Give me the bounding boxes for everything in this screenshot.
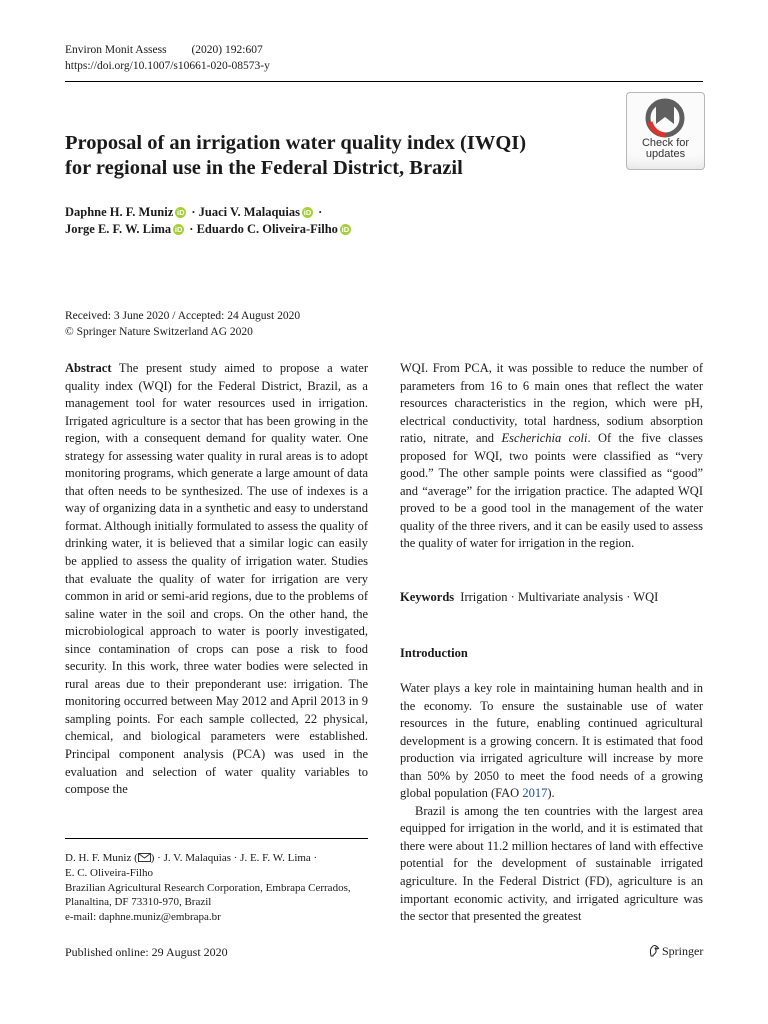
check-for-updates-badge[interactable]	[626, 92, 705, 170]
corresponding-email[interactable]: e-mail: daphne.muniz@embrapa.br	[65, 911, 221, 924]
header-divider	[65, 81, 703, 82]
author-name[interactable]: Eduardo C. Oliveira-Filho	[196, 222, 338, 236]
keywords-text: Irrigation · Multivariate analysis · WQI	[460, 590, 659, 604]
article-dates	[65, 308, 300, 340]
abstract-column-left	[65, 360, 368, 799]
footnote-authors-1	[65, 851, 375, 866]
author-name[interactable]: Jorge E. F. W. Lima	[65, 222, 172, 236]
publisher-name: Springer	[662, 944, 704, 958]
footnote-text: D. H. F. Muniz (	[65, 852, 138, 864]
article-title	[65, 131, 605, 181]
copyright: © Springer Nature Switzerland AG 2020	[65, 326, 253, 338]
publisher-logo	[648, 944, 703, 959]
keywords-label: Keywords	[400, 590, 455, 604]
envelope-icon	[138, 853, 151, 862]
author-separator: ·	[318, 205, 323, 219]
affiliation-line-2: Planaltina, DF 73310-970, Brazil	[65, 896, 212, 909]
footnote-divider	[65, 838, 368, 839]
title-line-2: for regional use in the Federal District, Brazil	[65, 157, 463, 179]
journal-name: Environ Monit Assess	[65, 44, 167, 56]
authors-line-2	[65, 219, 353, 239]
abstract-text-1: The present study aimed to propose a water quality index (WQI) for the Federal District, Brazil, as a management tool for water resources used in irrigation. Irrigated agriculture is a sector that has been growing in the region, with a consequent demand for quality water. One strategy for assessing water quality in rural areas is to adopt monitoring programs, which generate a large amount of data that often needs to be synthesized. The use of indexes is a way of organizing data in a synthetic and easy to understand format. Although initially formulated to assess the quality of drinking water, it is believed that a similar logic can easily be applied to assess the quality of irrigation water. Studies that evaluate the quality of water for irrigation are very common in arid or semi-arid regions, due to the problems of saline water in the soil and crops. On the other hand, the microbiological approach to water is poorly investigated, since contamination of crops can pose a risk to food security. In this work, three water bodies were selected in rural areas due to their preponderant use: irrigation. The monitoring occurred between May 2012 and April 2013 in 9 sampling points. For each sample collected, 22 physical, chemical, and biological parameters were established. Principal component analysis (PCA) was used in the evaluation and selection of water quality variables to compose the	[65, 361, 368, 797]
citation-link[interactable]: 2017	[522, 786, 548, 801]
species-name: Escherichia coli	[501, 431, 588, 446]
author-name[interactable]: Daphne H. F. Muniz	[65, 205, 174, 219]
abstract-text-2b: . Of the five classes proposed for WQI, two points were classified as “very good.” The other sample points were classified as “good” and “average” for the irrigation practice. The adapted WQI proved to be a good tool in the management of the water quality of the three rivers, and it can be easily used to assess the quality of water for irrigation in the region.	[400, 431, 704, 551]
author-name[interactable]: Juaci V. Malaquias	[198, 205, 300, 219]
abstract-column-right	[400, 360, 703, 553]
doi-link[interactable]: https://doi.org/10.1007/s10661-020-08573-y	[65, 60, 270, 72]
springer-horse-icon	[648, 944, 660, 957]
bookmark-circle-icon	[642, 98, 688, 138]
author-separator: ·	[189, 222, 194, 236]
badge-line1: Check for	[641, 137, 690, 149]
badge-line2: updates	[645, 148, 686, 160]
orcid-icon[interactable]: iD	[174, 224, 183, 234]
title-line-1: Proposal of an irrigation water quality index (IWQI)	[65, 132, 527, 154]
intro-text: ).	[547, 786, 555, 801]
published-online: Published online: 29 August 2020	[65, 945, 228, 959]
author-separator: ·	[191, 205, 196, 219]
abstract-text-2a: WQI. From PCA, it was possible to reduce the number of parameters from 16 to 6 main ones that reflect the water resources characteristics in the region, which were pH, electrical conductivity, total hardness, sodium absorption ratio, nitrate, and	[400, 361, 703, 446]
intro-paragraph-1	[400, 680, 703, 803]
received-accepted: Received: 3 June 2020 / Accepted: 24 August 2020	[65, 310, 301, 322]
footnote-text: ) · J. V. Malaquias · J. E. F. W. Lima ·	[150, 852, 318, 864]
introduction-body	[400, 680, 703, 926]
journal-volume: (2020) 192:607	[191, 44, 263, 56]
orcid-icon[interactable]: iD	[177, 207, 185, 217]
footnote-authors-2: E. C. Oliveira-Filho	[65, 866, 153, 879]
intro-paragraph-2: Brazil is among the ten countries with the largest area equipped for irrigation in the world, and it is estimated that there were about 11.2 million hectares of land with effective potential for the development of sustainable irrigated agriculture. In the Federal District (FD), agriculture is an important economic activity, and irrigated agriculture was the sector that presented the greatest	[400, 803, 703, 924]
abstract-label: Abstract	[65, 361, 112, 375]
intro-text: Water plays a key role in maintaining human health and in the economy. To ensure the sustainable use of water resources in the future, enabling continued agricultural development is a growing concern. It is estimated that food production via irrigated agriculture will increase by more than 50% by 2050 to meet the food needs of a growing global population (FAO	[400, 681, 703, 801]
author-affiliations	[65, 851, 375, 925]
affiliation-line-1: Brazilian Agricultural Research Corporation, Embrapa Cerrados,	[65, 881, 351, 894]
introduction-heading: Introduction	[400, 646, 468, 660]
orcid-icon[interactable]: iD	[303, 207, 312, 217]
keywords	[400, 589, 658, 606]
orcid-icon[interactable]: iD	[341, 224, 350, 234]
journal-header	[65, 42, 263, 58]
